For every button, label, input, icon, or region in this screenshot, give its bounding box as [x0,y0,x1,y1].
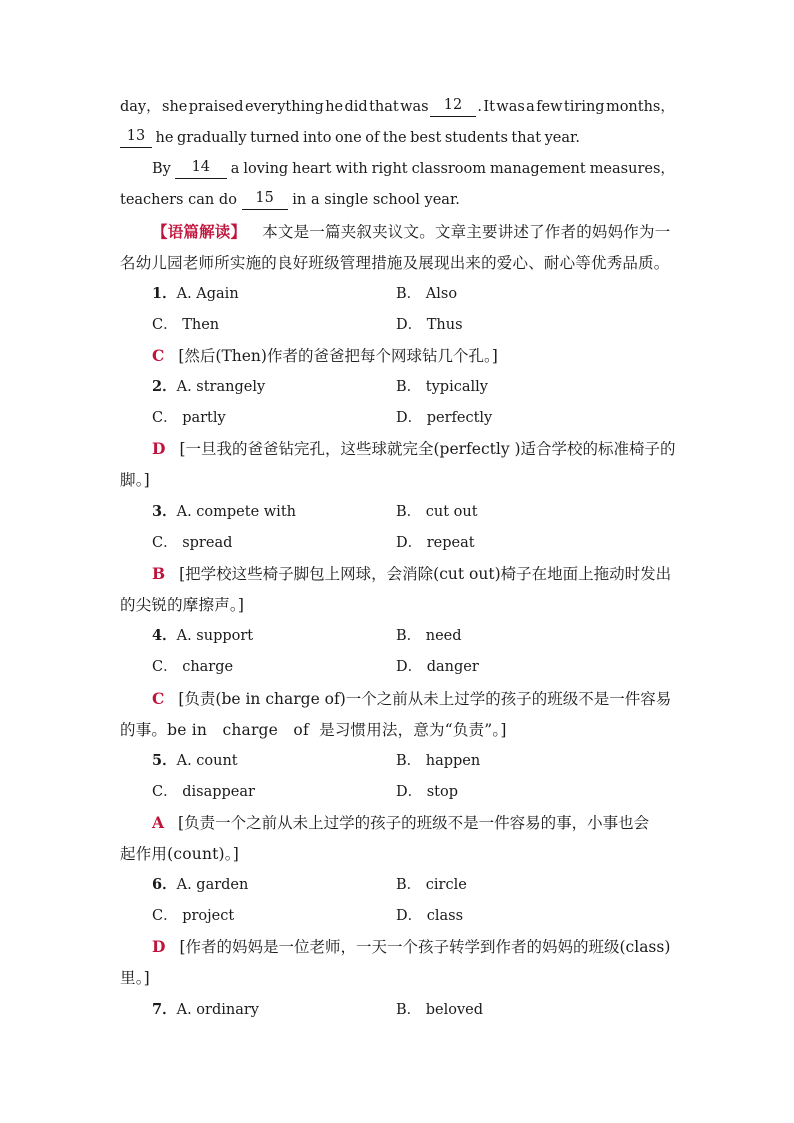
q4-number: 4． [152,627,177,644]
q2-number: 2． [152,378,177,395]
q3-answer: B [152,564,166,583]
word: everything [244,99,324,115]
q6-option-b: B． circle [396,877,467,893]
word: of [365,130,380,146]
q4-option-d: D． danger [396,659,479,675]
interpretation-text-1: 本文是一篇夹叙夹议文。文章主要讲述了作者的妈妈作为一 [262,223,671,241]
q4-explanation-cont: 的事。be in charge of 是习惯用法，意为“负责”。] [120,721,507,739]
word: year. [544,130,580,146]
word: best [410,130,442,146]
word: gradually [176,130,247,146]
q5-answer-line [152,813,675,833]
word: one [335,130,362,146]
q2-answer: D [152,439,166,458]
q4-option-c: C． charge [152,659,234,675]
word: measures， [589,161,675,177]
word: was [400,99,429,115]
q2-option-d: D． perfectly [396,410,493,426]
q3-explanation: [把学校这些椅子脚包上网球，会消除(cut out)椅子在地面上拖动时发出 [179,565,672,583]
q1-option-a: 1．A. Again [152,285,239,302]
word: with [335,161,368,177]
q7-option-a: 7．A. ordinary [152,1001,259,1018]
q2-answer-line [152,439,675,459]
q2-explanation: [一旦我的爸爸钻完孔，这些球就完全(perfectly )适合学校的标准椅子的 [179,440,676,458]
interpretation-tag: 【语篇解读】 [152,222,247,241]
q1-answer: C [152,346,165,365]
word: classroom [411,161,487,177]
word: into [302,130,332,146]
word: year. [424,192,460,208]
word: By [152,161,171,177]
q2-explanation-cont: 脚。] [120,471,150,489]
q3-option-d: D． repeat [396,535,475,551]
word: tiring [563,99,605,115]
q6-answer-line [152,937,675,957]
q6-option-a: 6．A. garden [152,876,249,893]
q6-option-c: C． project [152,908,235,924]
word: he [155,130,174,146]
q4-explanation: [负责(be in charge of)一个之前从未上过学的孩子的班级不是一件容易 [178,690,672,708]
q5-option-c: C． disappear [152,784,255,800]
interpretation-line-2: 名幼儿园老师所实施的良好班级管理措施及展现出来的爱心、耐心等优秀品质。 [120,254,670,272]
q5-explanation-cont: 起作用(count)。] [120,845,239,863]
q5-answer: A [152,813,165,832]
word: that [369,99,399,115]
blank-12: 12 [430,97,476,117]
word: teachers [120,192,184,208]
q5-option-a: 5．A. count [152,752,238,769]
passage-line-4 [120,190,460,210]
q3-number: 3． [152,503,177,520]
q4-answer: C [152,689,165,708]
word: students [444,130,508,146]
interpretation-line-1 [152,222,675,242]
word: did [344,99,368,115]
q1-option-c: C． Then [152,317,220,333]
q4-option-b: B． need [396,628,462,644]
q5-number: 5． [152,752,177,769]
passage-line-1 [120,97,675,117]
q6-explanation-cont: 里。] [120,969,150,987]
word: he [325,99,344,115]
word: heart [292,161,332,177]
q6-explanation: [作者的妈妈是一位老师，一天一个孩子转学到作者的妈妈的班级(class) [179,938,671,956]
passage-line-3 [152,159,675,179]
word: a [230,161,240,177]
word: was [496,99,525,115]
word: she [162,99,188,115]
word: loving [243,161,289,177]
word: It [483,99,495,115]
word: management [489,161,586,177]
word: do [218,192,237,208]
word: that [511,130,542,146]
q1-explanation: [然后(Then)作者的爸爸把每个网球钻几个孔。] [178,347,498,365]
blank-13: 13 [120,128,152,148]
q3-answer-line [152,564,675,584]
word: a [526,99,535,115]
word: praised [188,99,244,115]
q6-number: 6． [152,876,177,893]
word: single [324,192,369,208]
q1-option-d: D． Thus [396,317,463,333]
blank-14: 14 [175,159,227,179]
q2-option-a: 2．A. strangely [152,378,266,395]
q1-option-b: B． Also [396,286,458,302]
word: turned [250,130,300,146]
q7-number: 7． [152,1001,177,1018]
q6-answer: D [152,937,166,956]
q7-option-b: B． beloved [396,1002,484,1018]
q3-option-a: 3．A. compete with [152,503,296,520]
q2-option-b: B． typically [396,379,488,395]
q5-option-d: D． stop [396,784,459,800]
word: day， [120,99,161,115]
q1-answer-line [152,346,675,366]
word: the [382,130,407,146]
q1-number: 1． [152,285,177,302]
word: can [188,192,215,208]
q5-explanation: [负责一个之前从未上过学的孩子的班级不是一件容易的事，小事也会 [178,814,650,832]
word: school [372,192,420,208]
q4-answer-line [152,689,675,709]
passage-line-2 [120,128,580,148]
word: months， [605,99,675,115]
q5-option-b: B． happen [396,753,481,769]
word: . [477,99,482,115]
word: a [310,192,320,208]
word: right [371,161,408,177]
blank-15: 15 [242,190,288,210]
q3-option-c: C． spread [152,535,233,551]
q3-option-b: B． cut out [396,504,478,520]
q3-explanation-cont: 的尖锐的摩擦声。] [120,596,245,614]
q4-option-a: 4．A. support [152,627,254,644]
q2-option-c: C． partly [152,410,226,426]
word: in [292,192,307,208]
word: few [536,99,563,115]
q6-option-d: D． class [396,908,464,924]
